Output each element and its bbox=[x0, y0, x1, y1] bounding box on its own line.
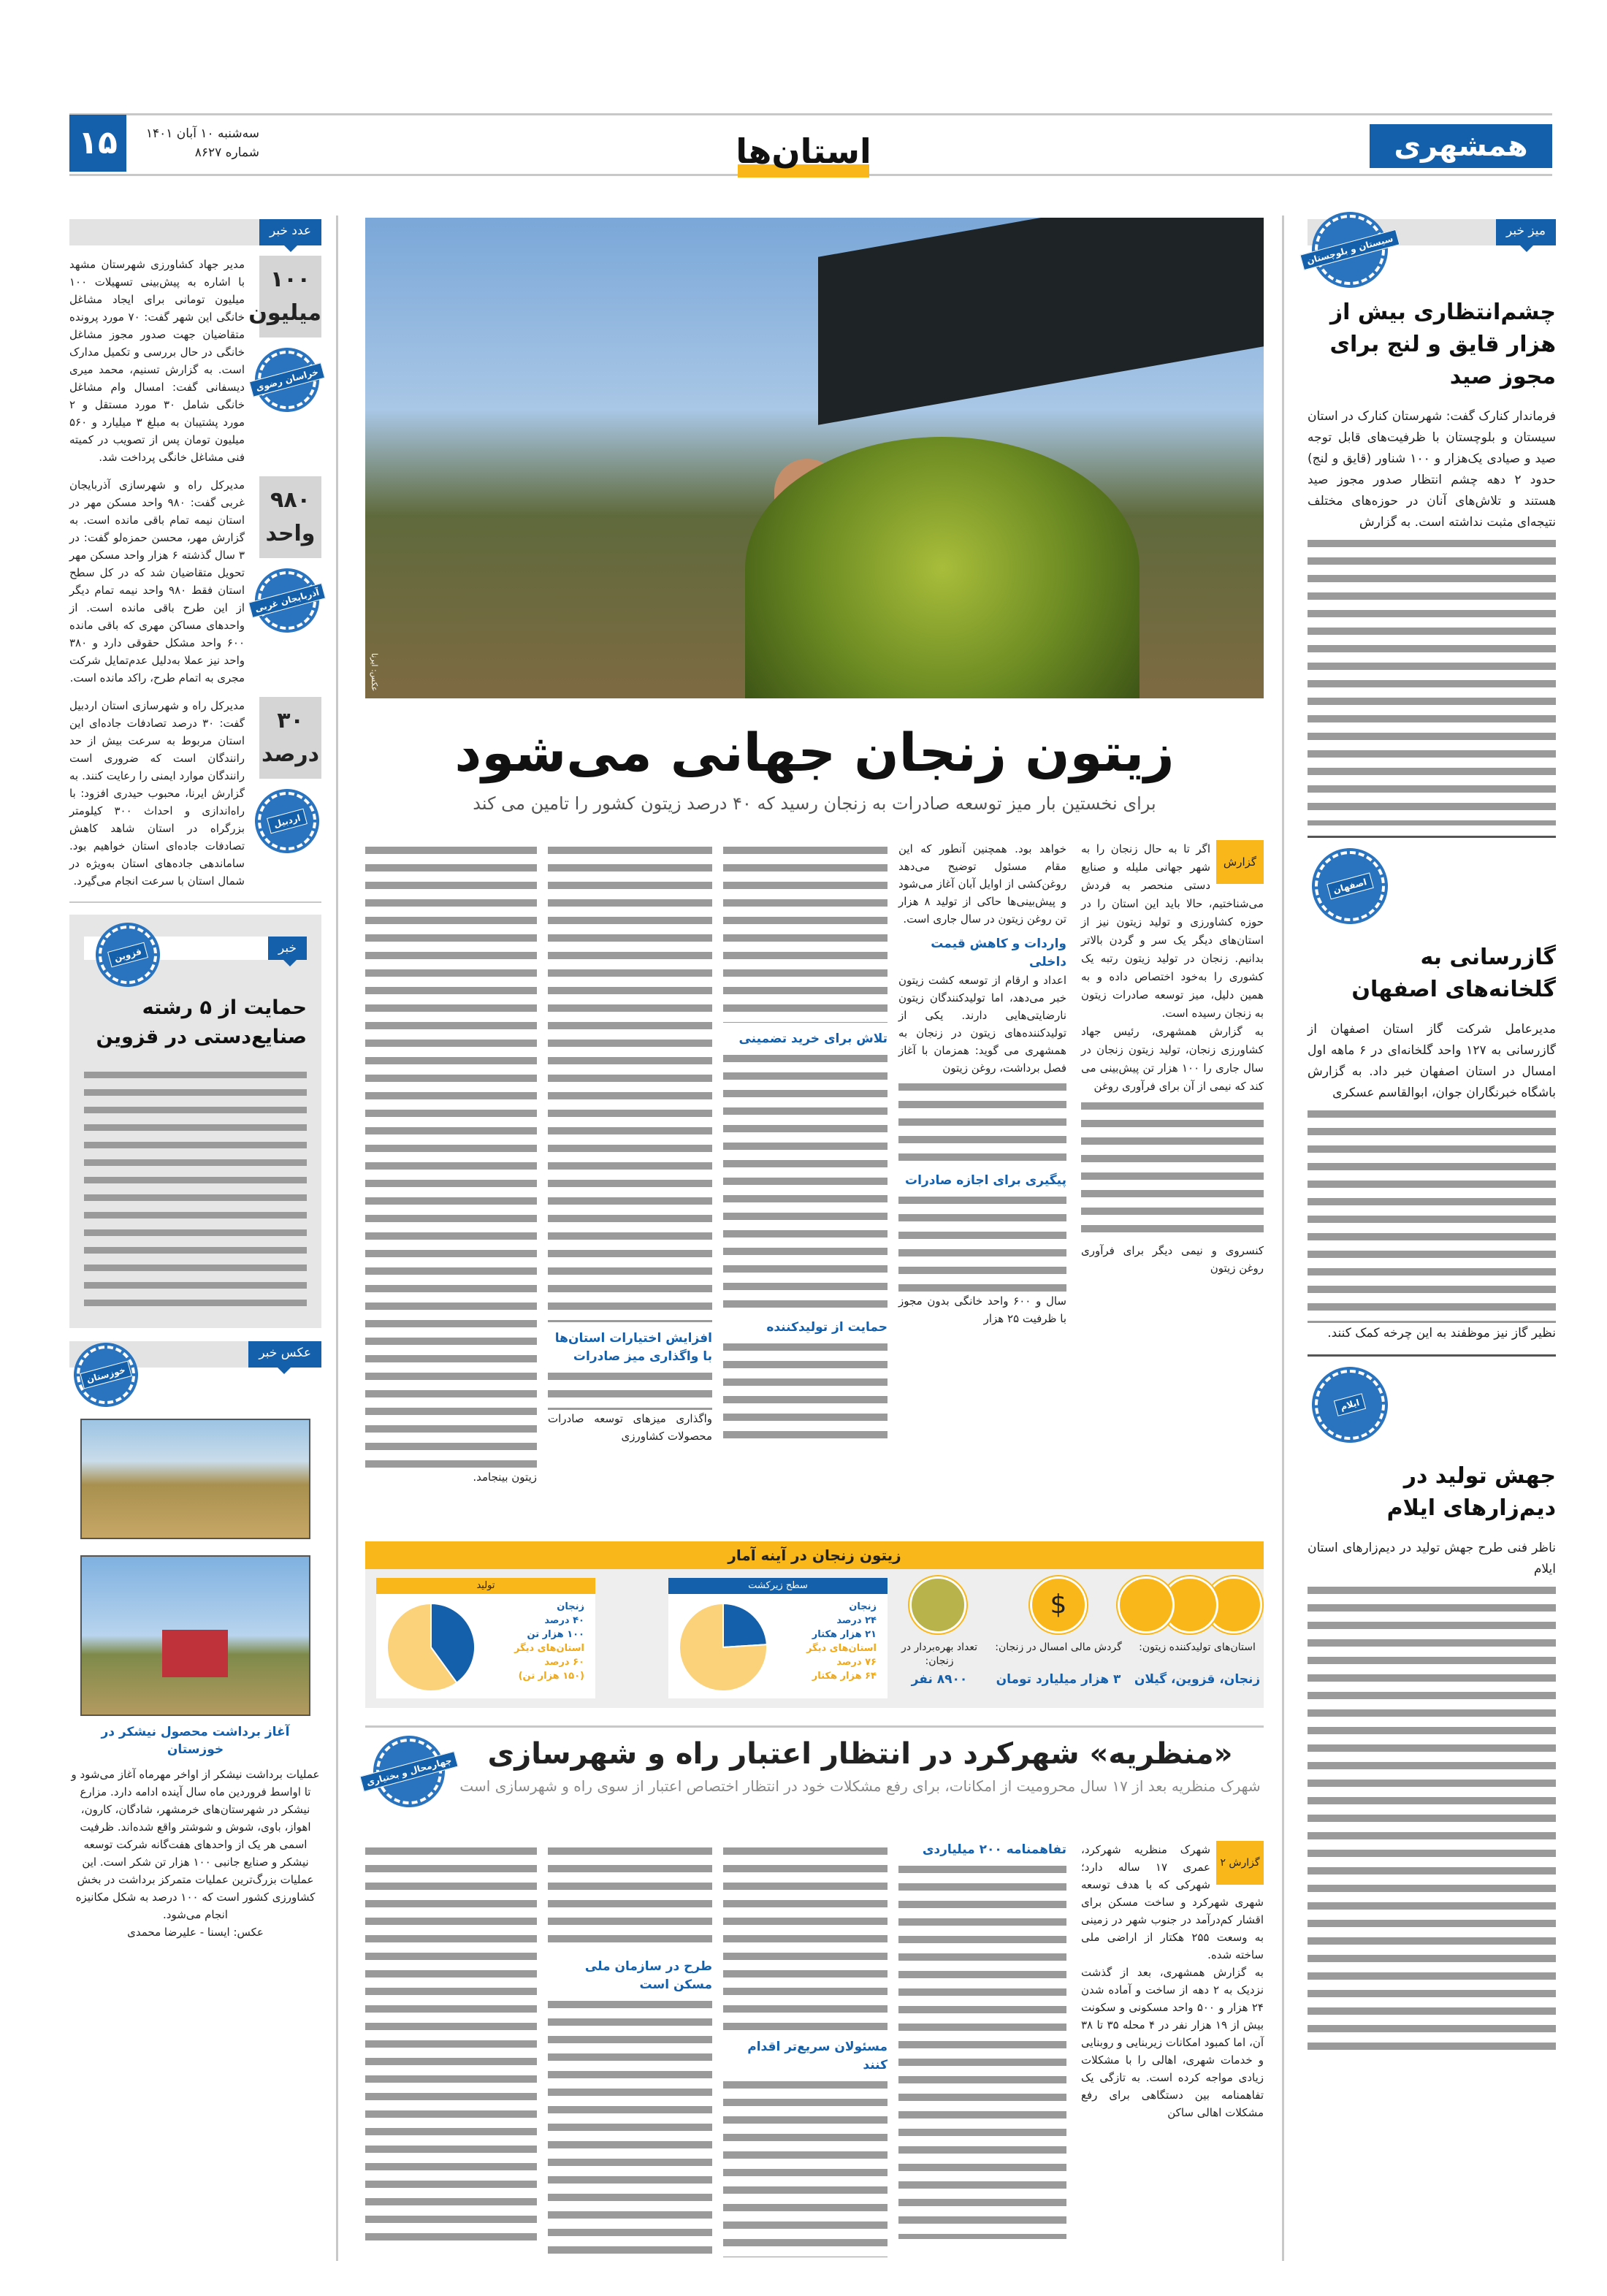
olives-shape bbox=[745, 437, 1140, 698]
area-pie-panel bbox=[668, 1578, 888, 1698]
province-stamp-icon: سیستان و بلوچستان bbox=[1307, 207, 1393, 293]
photo-caption-title: آغاز برداشت محصول نیشکر در خوزستان bbox=[101, 1725, 290, 1757]
text-block bbox=[548, 1841, 712, 1950]
news-title[interactable]: جهش تولید در دیم‌زارهای ایلام bbox=[1386, 1463, 1556, 1521]
article-subheading: طرح در سازمان ملی مسکن است bbox=[584, 1959, 712, 1992]
issue-number: شماره ۸۶۲۷ bbox=[194, 145, 259, 160]
article-column-4 bbox=[548, 840, 712, 1445]
turnover-value: ۳ هزار میلیارد تومان bbox=[996, 1672, 1121, 1687]
pie-legend bbox=[486, 1600, 584, 1683]
data-label: ۴۰ درصد bbox=[544, 1615, 584, 1626]
news-title[interactable]: گازرسانی به گلخانه‌های اصفهان bbox=[1351, 945, 1556, 1002]
legend-label: استان‌های دیگر bbox=[806, 1643, 877, 1654]
text-block bbox=[365, 840, 537, 1468]
article-subheading: واردات و کاهش قیمت داخلی bbox=[931, 937, 1066, 969]
number-side bbox=[252, 476, 321, 687]
legend-label: استان‌های دیگر bbox=[514, 1643, 584, 1654]
divider bbox=[69, 901, 321, 903]
article-column-5 bbox=[365, 840, 537, 1486]
text-block bbox=[723, 840, 888, 1023]
provinces-label: استان‌های تولیدکننده زیتون: bbox=[1139, 1641, 1256, 1653]
area-pie-chart bbox=[676, 1600, 771, 1695]
news-tag: خبر bbox=[268, 937, 307, 960]
report-label: گزارش bbox=[1216, 840, 1264, 884]
page-number: ۱۵ bbox=[69, 115, 126, 172]
article-paragraph: به گزارش همشهری، رئیس جهاد کشاورزی زنجان، تولید زیتون زنجان در سال جاری را ۱۰۰ هزار تن پیش‌بینی می کند که نیمی از آن برای فرآوری روغن bbox=[1081, 1025, 1264, 1093]
column-divider bbox=[336, 216, 338, 2261]
article-intro: اگر تا به حال زنجان را به شهر جهانی ملیله و صنایع دستی منحصر به فردش می‌شناختیم، حالا باید این استان را در حوزه کشاورزی و تولید زیتون نیز از استان‌های دیگر یک سر و گردن بالاتر بدانیم. زنجان در تولید زیتون رتبه یک کشوری را به‌خود اختصاص داده و به همین دلیل، میز توسعه صادرات زیتون به زنجان رسیده است. bbox=[1081, 842, 1264, 1020]
second-column-1 bbox=[1081, 1841, 1264, 2121]
harvester-shape bbox=[162, 1630, 228, 1677]
issue-info bbox=[135, 124, 259, 162]
number-highlight: ۹۸۰ واحد bbox=[259, 476, 321, 558]
turnover-label: گردش مالی امسال در زنجان: bbox=[995, 1641, 1122, 1653]
number-side bbox=[248, 256, 321, 466]
second-subheadline: شهرک منظریه بعد از ۱۷ سال محرومیت از امکانات، برای رفع مشکلات خود در انتظار اختصاص اعتبار از سوی راه و شهرسازی است bbox=[459, 1777, 1261, 1795]
text-block bbox=[1308, 1104, 1556, 1323]
second-column-4 bbox=[548, 1841, 712, 2257]
article-column-1 bbox=[1081, 840, 1264, 1277]
money-bag-icon: $ bbox=[1030, 1576, 1087, 1633]
data-label: ۲۱ هزار هکتار bbox=[812, 1629, 877, 1640]
photo-credit: عکس: ایسنا - علیرضا محمدی bbox=[127, 1926, 264, 1939]
column-end: کنسروی و نیمی دیگر برای فرآوری روغن زیتون bbox=[1081, 1244, 1264, 1275]
newspaper-logo[interactable]: همشهری bbox=[1370, 124, 1552, 168]
stamp-row bbox=[1308, 848, 1556, 928]
province-stamp-icon: آذربایجان غربی bbox=[251, 565, 323, 636]
text-block bbox=[548, 1366, 712, 1410]
province-stamp-icon: ایلام bbox=[1307, 1362, 1393, 1448]
pie-slice-0 bbox=[723, 1603, 767, 1647]
number-news-text: مدیرکل راه و شهرسازی آذربایجان غربی گفت: ۹۸۰ واحد مسکن مهر در استان نیمه تمام باقی مانده است. به گزارش مهر، محسن حمزه‌لو گفت: در ۳ سال گذشته ۶ هزار واحد مسکن مهر تحویل متقاضیان شد که در کل سطح استان فقط ۹۸۰ واحد نیمه تمام دیگر از این طرح باقی مانده است. از واحدهای مساکن مهری که باقی مانده ۶۰۰ واحد مشکل حقوقی دارد و ۳۸۰ واحد نیز عملا به‌دلیل عدم‌تمایل شرکت مجری به اتمام طرح، راکد مانده است. bbox=[69, 478, 245, 684]
column-divider bbox=[1282, 216, 1284, 2261]
text-block bbox=[898, 1190, 1066, 1292]
number-news-item bbox=[69, 476, 321, 687]
sugarcane-photo-2[interactable] bbox=[80, 1555, 310, 1716]
text-block bbox=[84, 1065, 307, 1313]
article-subheading: تلاش برای خرید تضمینی bbox=[738, 1031, 888, 1046]
pie-title: تولید bbox=[376, 1578, 595, 1594]
data-label: ۱۰۰ هزار تن bbox=[527, 1629, 584, 1640]
text-block bbox=[723, 1048, 888, 1311]
crate-shape bbox=[818, 218, 1264, 425]
article-paragraph: اعداد و ارقام از توسعه کشت زیتون خبر می‌دهد، اما تولیدکنندگان زیتون نارضایتی‌هایی دارند. یکی از تولیدکننده‌های زیتون در زنجان به همشهری می گوید: همزمان با آغاز فصل برداشت، روغن زیتون bbox=[898, 974, 1066, 1075]
photo-credit: عکس: ایرنا bbox=[370, 652, 379, 691]
infographic-title: زیتون زنجان در آینه آمار bbox=[365, 1541, 1264, 1569]
article-intro: شهرک منظریه شهرکرد، عمری ۱۷ ساله دارد؛ شهرکی که با هدف توسعه شهری شهرکرد و ساخت مسکن برای اقشار کم‌درآمد در جنوب شهر در زمینی به وسعت ۲۵۵ هکتار از اراضی ملی ساخته شده. bbox=[1081, 1843, 1264, 1961]
olive-harvest-photo[interactable] bbox=[365, 218, 1264, 698]
second-headline[interactable]: «منظریه» شهرکرد در انتظار اعتبار راه و شهرسازی bbox=[487, 1737, 1233, 1771]
news-desk-tag: میز خبر bbox=[1496, 219, 1556, 245]
production-pie-panel bbox=[376, 1578, 595, 1698]
column-end: زیتون بینجامد. bbox=[473, 1471, 537, 1484]
text-block bbox=[548, 840, 712, 1322]
sugarcane-photo-1[interactable] bbox=[80, 1419, 310, 1539]
text-block bbox=[723, 2075, 888, 2257]
olives-icon bbox=[909, 1576, 966, 1633]
production-pie-chart bbox=[383, 1600, 478, 1695]
right-news-column bbox=[1305, 219, 1556, 2055]
news-text: ناظر فنی طرح جهش تولید در دیم‌زارهای استان ایلام bbox=[1308, 1541, 1556, 1576]
article-subheading: حمایت از تولیدکننده bbox=[766, 1320, 888, 1335]
number-side bbox=[252, 697, 321, 890]
divider bbox=[1308, 1354, 1556, 1357]
province-stamp-icon: اصفهان bbox=[1307, 843, 1393, 929]
qazvin-news-box bbox=[69, 915, 321, 1328]
second-column-2 bbox=[898, 1841, 1066, 2239]
pie-title: سطح زیرکشت bbox=[668, 1578, 888, 1594]
news-title[interactable]: حمایت از ۵ رشته صنایع‌دستی در قزوین bbox=[96, 996, 307, 1048]
provinces-value: زنجان، قزوین، گیلان bbox=[1134, 1672, 1261, 1687]
number-news-item bbox=[69, 697, 321, 890]
pie-legend bbox=[778, 1600, 877, 1683]
text-block bbox=[898, 1077, 1066, 1164]
number-news-text: مدیر جهاد کشاورزی شهرستان مشهد با اشاره به پیش‌بینی تسهیلات ۱۰۰ میلیون تومانی برای ایجاد مشاغل خانگی این شهر گفت: ۷۰ مورد پرونده متقاضیان جهت صدور مجوز مشاغل خانگی در حال بررسی و تکمیل مدارک است. به گزارش تسنیم، محمد میری دیسفانی گفت: امسال وام مشاغل خانگی شامل ۳۰ مورد مستقل و ۲ مورد پشتیبان به مبلغ ۳ میلیارد و ۵۶۰ میلیون تومان پس از تصویب در کمیته فنی مشاغل خانگی پرداخت شد. bbox=[69, 258, 245, 464]
number-highlight: ۱۰۰ میلیون bbox=[259, 256, 321, 337]
photo-caption-text: عملیات برداشت نیشکر از اواخر مهرماه آغاز می‌شود و تا اواسط فروردین ماه سال آینده ادامه دارد. مزارع نیشکر در شهرستان‌های خرمشهر، شادگان، کارون، اهواز، باوی، شوش و شوشتر واقع شده‌اند. ظرفیت اسمی هر یک از واحدهای هفت‌گانه شرکت توسعه نیشکر و صنایع جانبی ۱۰۰ هزار تن شکر است. این عملیات بزرگ‌ترین عملیات متمرکز برداشت در بخش کشاورزی کشور است که ۱۰۰ درصد به شکل مکانیزه انجام می‌شود. bbox=[71, 1768, 320, 1921]
article-column-2 bbox=[898, 840, 1066, 1327]
farmers-label: تعداد بهره‌بردار در زنجان: bbox=[901, 1641, 977, 1667]
left-column bbox=[69, 219, 321, 1941]
farmers-value: ۸۹۰۰ نفر bbox=[911, 1672, 968, 1687]
map-icon-gilan bbox=[1118, 1576, 1175, 1633]
text-block bbox=[548, 1994, 712, 2257]
province-stamp-icon: خراسان رضوی bbox=[251, 344, 323, 416]
tag-row bbox=[69, 219, 321, 245]
number-news-item bbox=[69, 256, 321, 466]
article-column-3 bbox=[723, 840, 888, 1446]
text-block bbox=[1308, 533, 1556, 825]
second-column-5 bbox=[365, 1841, 537, 2250]
text-block bbox=[1081, 1096, 1264, 1242]
photo-news-tag: عکس خبر bbox=[248, 1341, 321, 1368]
news-text-end: نظیر گاز نیز موظفند به این چرخه کمک کنند. bbox=[1327, 1326, 1556, 1340]
data-label: ۶۰ درصد bbox=[544, 1657, 584, 1668]
province-stamp-icon: قزوین bbox=[92, 919, 164, 991]
article-paragraph: خواهد بود. همچنین آنطور که این مقام مسئول توضیح می‌دهد روغن‌کشی از اوایل آبان آغاز می‌شود و پیش‌بینی‌ها حاکی از تولید ۸ هزار تن روغن زیتون در سال جاری است. bbox=[898, 842, 1066, 926]
text-block bbox=[1308, 1580, 1556, 2055]
text-block bbox=[723, 1841, 888, 2031]
report-label: گزارش ۲ bbox=[1216, 1841, 1264, 1885]
number-highlight: ۳۰ درصد bbox=[259, 697, 321, 779]
column-end: سال و ۶۰۰ واحد خانگی بدون مجوز با ظرفیت ۲۵ هزار bbox=[898, 1294, 1066, 1325]
province-stamp-icon: خوزستان bbox=[70, 1339, 142, 1411]
header-rule-top bbox=[69, 113, 1552, 115]
data-label: ۶۴ هزار هکتار bbox=[812, 1671, 877, 1682]
province-stamp-icon: چهارمحال و بختیاری bbox=[369, 1731, 449, 1812]
news-text: مدیرعامل شرکت گاز استان اصفهان از گازرسانی به ۱۲۷ واحد گلخانه‌ای در ۶ ماهه اول امسال در استان اصفهان خبر داد. به گزارش باشگاه خبرنگاران جوان، ابوالقاسم عسکری bbox=[1308, 1022, 1556, 1100]
article-subheading: پیگیری برای اجازه صادرات bbox=[905, 1173, 1066, 1188]
legend-label: زنجان bbox=[557, 1601, 584, 1612]
article-subheading: افزایش اختیارات استان‌ها با واگذاری میز صادرات bbox=[554, 1331, 712, 1364]
second-column-3 bbox=[723, 1841, 888, 2257]
text-block bbox=[723, 1337, 888, 1446]
section-title: استان‌ها bbox=[736, 131, 871, 171]
data-label: (۱۵۰ هزار تن) bbox=[518, 1671, 584, 1682]
stamp-row bbox=[1305, 219, 1556, 278]
legend-label: زنجان bbox=[849, 1601, 877, 1612]
issue-date: سه‌شنبه ۱۰ آبان ۱۴۰۱ bbox=[145, 126, 259, 141]
divider bbox=[365, 1725, 1264, 1728]
province-stamp-icon: اردبیل bbox=[251, 785, 323, 857]
article-paragraph: به گزارش همشهری، بعد از گذشت نزدیک به ۲ دهه از ساخت و آماده شدن ۲۴ هزار و ۵۰۰ واحد مسکونی و سکونت بیش از ۱۹ هزار نفر در ۴ محله ۳۵ تا ۳۸ آن، اما کمبود امکانات زیربنایی و روبنایی و خدمات شهری، اهالی را با مشکلات زیادی مواجه کرده است. به تازگی یک تفاهمنامه بین دستگاهی برای رفع مشکلات اهالی ساکن bbox=[1081, 1966, 1264, 2119]
photo-news bbox=[69, 1341, 321, 1941]
news-text: فرماندار کنارک گفت: شهرستان کنارک در استان سیستان و بلوچستان با ظرفیت‌های قابل توجه صید و صیادی یک‌هزار و ۱۰۰ شناور (قایق و لنج) حدود ۲ دهه چشم انتظار صدور مجوز صید هستند و تلاش‌های آنان در حوزه‌های مختلف نتیجه‌ای مثبت نداشته است. به گزارش bbox=[1308, 409, 1556, 530]
article-subheading: مسئولان سریع‌تر اقدام کنند bbox=[747, 2040, 888, 2072]
text-block bbox=[365, 1841, 537, 2250]
number-news-text: مدیرکل راه و شهرسازی استان اردبیل گفت: ۳۰ درصد تصادفات جاده‌ای این استان مربوط به سرعت بیش از حد رانندگان است که ضروری است رانندگان موارد ایمنی را رعایت کنند. به گزارش ایرنا، محبوب حیدری افزود: با راه‌اندازی و احداث ۳۰۰ کیلومتر بزرگراه در استان شاهد کاهش تصادفات جاده‌ای استان خواهیم بود. ساماندهی جاده‌های استان به‌ویژه در شمال استان با سرعت انجام می‌گیرد. bbox=[69, 699, 245, 888]
data-label: ۷۶ درصد bbox=[836, 1657, 877, 1668]
infographic bbox=[365, 1569, 1264, 1708]
stamp-row bbox=[1308, 1367, 1556, 1447]
news-title[interactable]: چشم‌انتظاری بیش از هزار قایق و لنج برای مجوز صید bbox=[1329, 300, 1556, 389]
main-headline[interactable]: زیتون زنجان جهانی می‌شود bbox=[454, 722, 1175, 783]
divider bbox=[1308, 836, 1556, 838]
text-block bbox=[898, 1859, 1066, 2239]
column-end: واگذاری میزهای توسعه صادرات محصولات کشاورزی bbox=[548, 1412, 712, 1443]
article-subheading: تفاهمنامه ۲۰۰ میلیاردی bbox=[922, 1842, 1066, 1857]
data-label: ۲۴ درصد bbox=[836, 1615, 877, 1626]
number-news-tag: عدد خبر bbox=[259, 219, 321, 245]
main-subheadline: برای نخستین بار میز توسعه صادرات به زنجان رسید که ۴۰ درصد زیتون کشور را تامین می کند bbox=[473, 793, 1156, 814]
